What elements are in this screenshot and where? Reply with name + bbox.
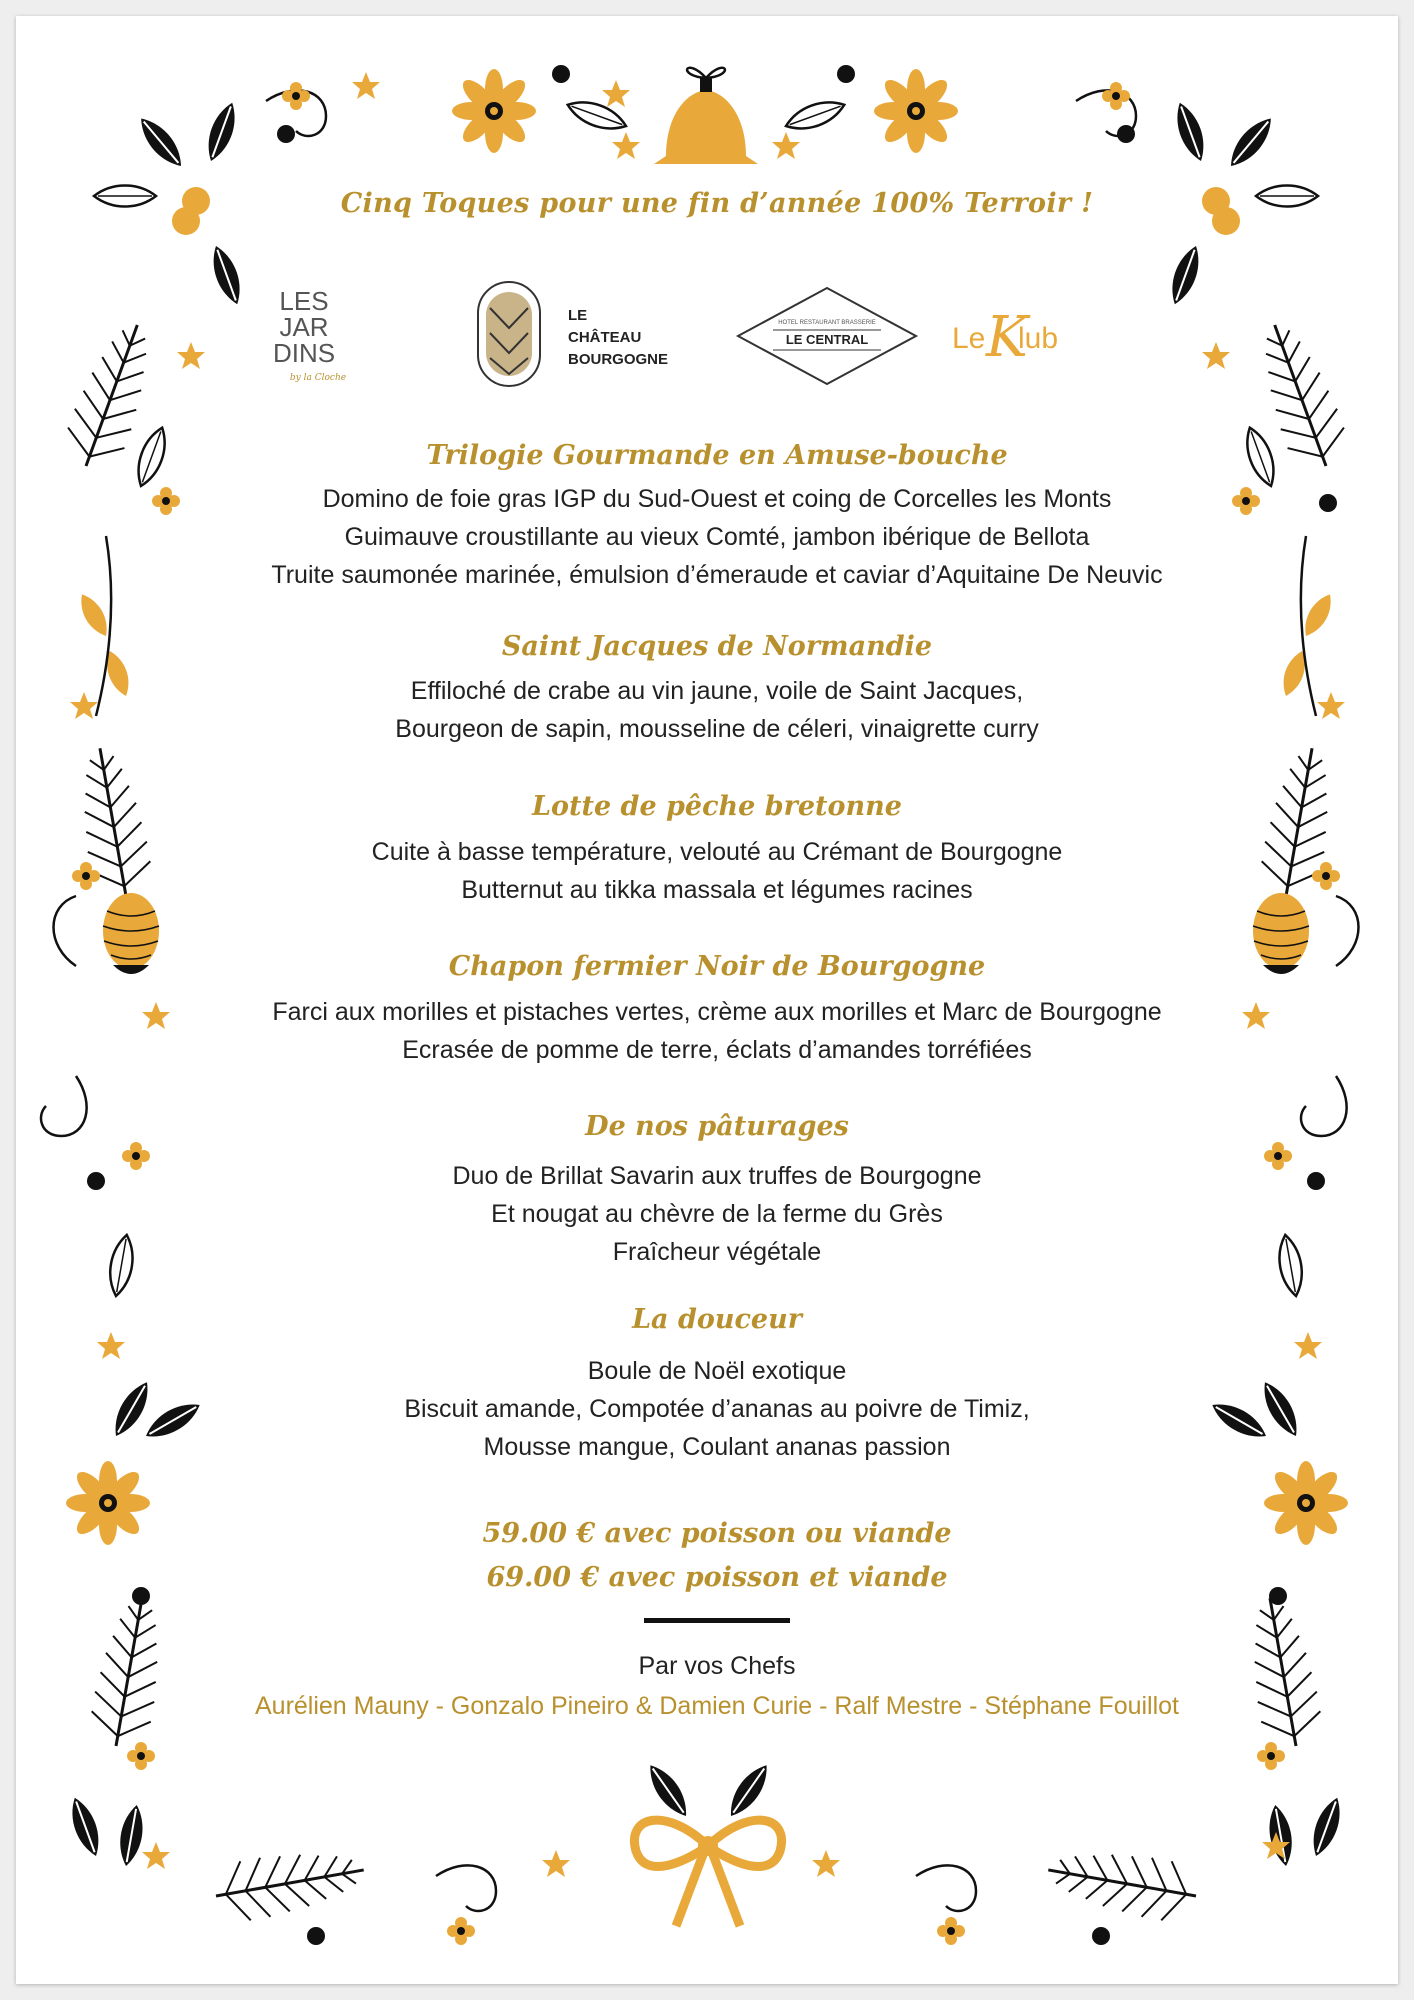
dish-line: Ecrasée de pomme de terre, éclats d’amandes torréfiées: [402, 1036, 1032, 1064]
jardins-line2: JAR: [279, 312, 329, 342]
section-lines: [246, 480, 1188, 594]
logo-le-klub: [952, 305, 1058, 370]
right-decoration: [1207, 315, 1358, 1868]
chateau-line2: CHÂTEAU: [568, 329, 642, 346]
dish-line: Butternut au tikka massala et légumes racines: [461, 876, 973, 904]
dish-line: Boule de Noël exotique: [587, 1357, 847, 1385]
klub-prefix: Le: [952, 322, 986, 355]
section-title: Trilogie Gourmande en Amuse-bouche: [426, 440, 1008, 471]
dish-line: Domino de foie gras IGP du Sud-Ouest et coing de Corcelles les Monts: [322, 485, 1112, 513]
section-lines: [246, 833, 1188, 909]
klub-suffix: lub: [1018, 322, 1059, 355]
logo-les-jardins: [273, 286, 346, 383]
chateau-line3: BOURGOGNE: [568, 351, 669, 368]
price-option-2: 69.00 € avec poisson et viande: [486, 1562, 948, 1593]
signature-heading: Par vos Chefs: [638, 1652, 796, 1680]
dish-line: Effiloché de crabe au vin jaune, voile de Saint Jacques,: [410, 677, 1024, 705]
klub-k: K: [986, 305, 1028, 370]
jardins-line1: LES: [279, 286, 329, 316]
section-title: Saint Jacques de Normandie: [501, 631, 933, 662]
section-lines: [246, 1157, 1188, 1271]
price-option-1: 59.00 € avec poisson ou viande: [482, 1518, 952, 1549]
section-title: Lotte de pêche bretonne: [532, 791, 902, 822]
dish-line: Bourgeon de sapin, mousseline de céleri, vinaigrette curry: [395, 715, 1039, 743]
bottom-decoration: [211, 1759, 1201, 1945]
central-top: HOTEL RESTAURANT BRASSERIE: [778, 320, 876, 326]
dish-line: Guimauve croustillante au vieux Comté, jambon ibérique de Bellota: [344, 523, 1090, 551]
menu-sheet: [16, 16, 1398, 1984]
logo-chateau-bourgogne: [478, 282, 668, 386]
left-decoration: [41, 315, 205, 1869]
dish-line: Fraîcheur végétale: [612, 1238, 822, 1266]
central-name: LE CENTRAL: [785, 332, 869, 347]
section-lines: [246, 993, 1188, 1069]
chateau-line1: LE: [568, 307, 588, 324]
dish-line: Farci aux morilles et pistaches vertes, crème aux morilles et Marc de Bourgogne: [272, 998, 1162, 1026]
chef-names: Aurélien Mauny - Gonzalo Pineiro & Damien Curie - Ralf Mestre - Stéphane Fouillot: [254, 1692, 1180, 1720]
bell-icon: [654, 68, 758, 164]
dish-line: Biscuit amande, Compotée d’ananas au poivre de Timiz,: [404, 1395, 1030, 1423]
section-title: Chapon fermier Noir de Bourgogne: [448, 951, 986, 982]
dish-line: Duo de Brillat Savarin aux truffes de Bourgogne: [452, 1162, 982, 1190]
dish-line: Cuite à basse température, velouté au Crémant de Bourgogne: [371, 838, 1063, 866]
dish-line: Truite saumonée marinée, émulsion d’émeraude et caviar d’Aquitaine De Neuvic: [271, 561, 1163, 589]
divider: [644, 1618, 790, 1623]
dish-line: Mousse mangue, Coulant ananas passion: [483, 1433, 951, 1461]
tagline: Cinq Toques pour une fin d’année 100% Terroir !: [340, 188, 1094, 219]
section-title: De nos pâturages: [585, 1111, 849, 1142]
restaurant-logos: [246, 278, 1188, 398]
jardins-sub: by la Cloche: [289, 373, 347, 383]
jardins-line3: DINS: [272, 338, 336, 368]
dish-line: Et nougat au chèvre de la ferme du Grès: [491, 1200, 943, 1228]
bow-icon: [634, 1759, 781, 1926]
section-lines: [246, 672, 1188, 748]
logo-le-central: [738, 288, 916, 384]
section-title: La douceur: [632, 1304, 802, 1335]
section-lines: [246, 1352, 1188, 1466]
